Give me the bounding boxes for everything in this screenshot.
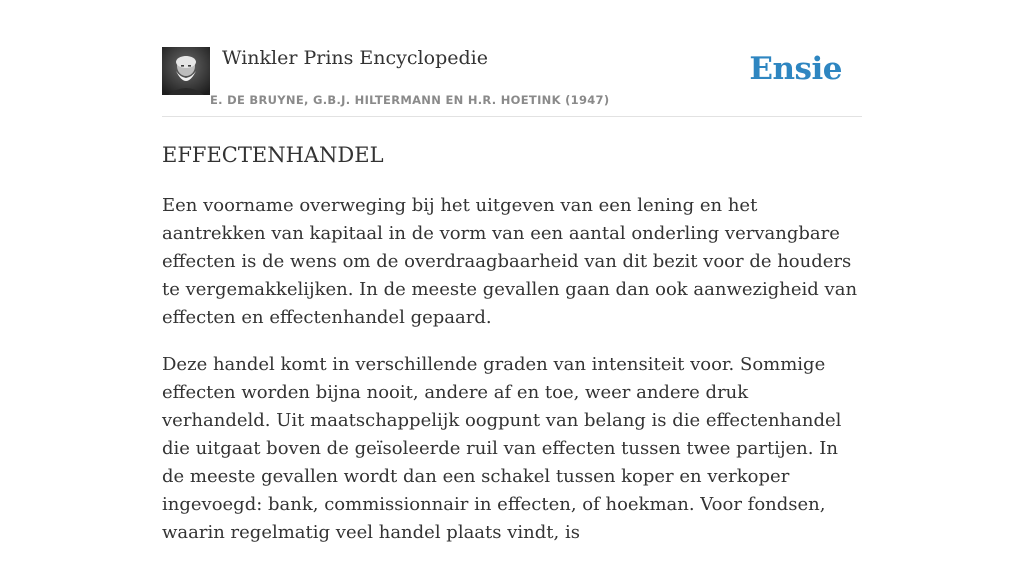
article-paragraph: Een voorname overweging bij het uitgeven van een lening en het aantrekken van kapitaal in de vorm van een aantal onderling vervangbare effecten is de wens om de overdraagbaarheid van dit bezit voor de houders te vergemakkelijken. In de meeste gevallen gaan dan ook aanwezigheid van effecten en effectenhandel gepaard. [162, 195, 858, 328]
site-title[interactable]: Winkler Prins Encyclopedie [222, 47, 488, 69]
brand-logo[interactable]: Ensie [749, 51, 842, 87]
author-byline: E. DE BRUYNE, G.B.J. HILTERMANN EN H.R. HOETINK (1947) [210, 93, 610, 107]
article-body [162, 192, 862, 566]
article-paragraph: Deze handel komt in verschillende graden van intensiteit voor. Sommige effecten worden bijna nooit, andere af en toe, weer andere druk verhandeld. Uit maatschappelijk oogpunt van belang is die effectenhandel die uitgaat boven de geïsoleerde ruil van effecten tussen twee partijen. In de meeste gevallen wordt dan een schakel tussen koper en verkoper ingevoegd: bank, commissionnair in effecten, of hoekman. Voor fondsen, waarin regelmatig veel handel plaats vindt, is [162, 354, 842, 543]
author-avatar[interactable] [162, 47, 210, 95]
site-header [162, 0, 862, 117]
portrait-photo-icon [162, 47, 210, 95]
article-title: EFFECTENHANDEL [162, 143, 384, 167]
page [162, 0, 862, 543]
